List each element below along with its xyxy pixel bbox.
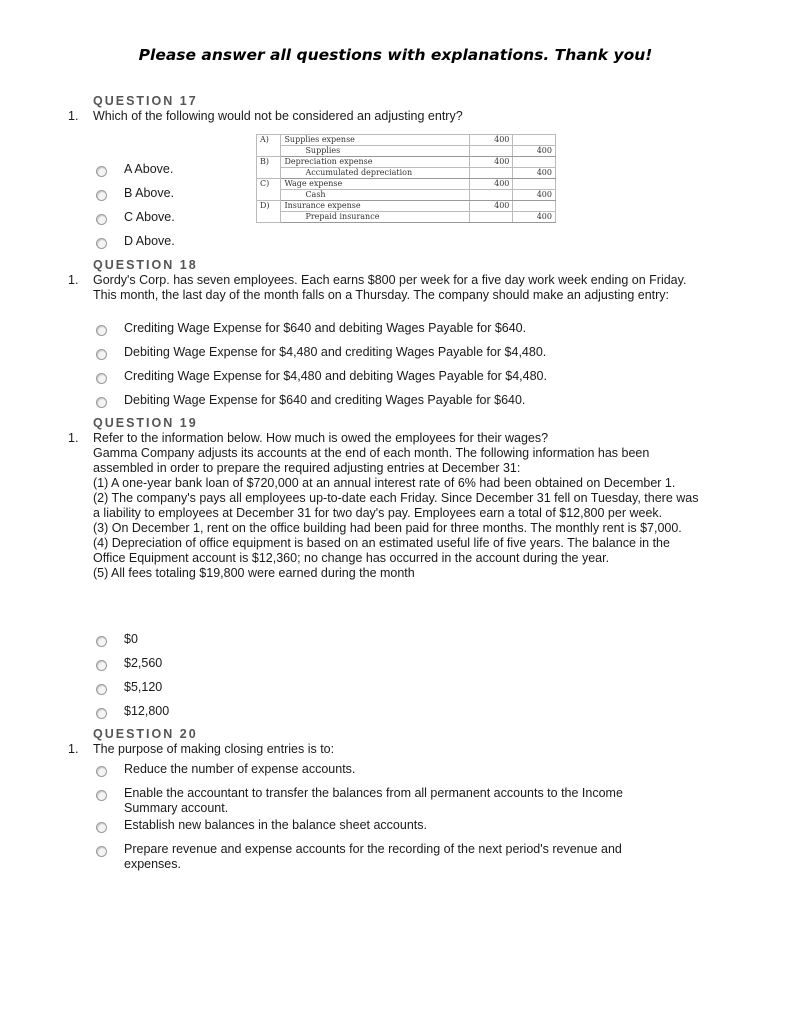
radio-button[interactable] [96,238,107,249]
credit-cell [513,201,556,212]
radio-button[interactable] [96,373,107,384]
radio-button[interactable] [96,166,107,177]
option-label: $0 [124,632,138,646]
debit-amount: 400 [469,135,513,146]
radio-button[interactable] [96,790,107,801]
debit-amount: 400 [469,201,513,212]
credit-amount: 400 [513,190,556,201]
question-19-line: (4) Depreciation of office equipment is based on an estimated useful life of five years. The balance in the Office Equipment account is $12,360; no change has occurred in the account during the year. [93,536,670,565]
option-label: B Above. [124,186,175,200]
option-label: $2,560 [124,656,163,670]
option-label: D Above. [124,234,175,248]
question-19-line: Refer to the information below. How much is owed the employees for their wages? [93,431,549,445]
credit-account: Prepaid insurance [281,212,469,223]
credit-account: Supplies [281,146,469,157]
debit-cell [469,190,513,201]
question-19-line: Gamma Company adjusts its accounts at the end of each month. The following information has been assembled in order to prepare the required adjusting entries at December 31: [93,446,650,475]
credit-account: Cash [281,190,469,201]
option-label: Reduce the number of expense accounts. [124,762,356,776]
option-label: Debiting Wage Expense for $640 and crediting Wages Payable for $640. [124,393,526,407]
credit-amount: 400 [513,212,556,223]
question-19-heading: QUESTION 19 [93,416,198,430]
debit-amount: 400 [469,179,513,190]
option-label: Debiting Wage Expense for $4,480 and crediting Wages Payable for $4,480. [124,345,547,359]
radio-button[interactable] [96,190,107,201]
question-17-number: 1. [68,109,79,123]
question-17-heading: QUESTION 17 [93,94,198,108]
radio-button[interactable] [96,660,107,671]
radio-button[interactable] [96,684,107,695]
radio-button[interactable] [96,708,107,719]
question-18-heading: QUESTION 18 [93,258,198,272]
radio-button[interactable] [96,766,107,777]
credit-account: Accumulated depreciation [281,168,469,179]
radio-button[interactable] [96,214,107,225]
radio-button[interactable] [96,349,107,360]
option-label: Prepare revenue and expense accounts for the recording of the next period's revenue and expenses. [124,842,622,871]
radio-button[interactable] [96,325,107,336]
debit-cell [469,212,513,223]
debit-account: Wage expense [281,179,469,190]
option-label: Crediting Wage Expense for $4,480 and debiting Wages Payable for $4,480. [124,369,547,383]
entry-label: D) [257,201,281,223]
question-19-text [93,431,703,581]
question-19-line: (3) On December 1, rent on the office building had been paid for three months. The monthly rent is $7,000. [93,521,682,535]
question-19-number: 1. [68,431,79,445]
radio-button[interactable] [96,822,107,833]
entry-label: A) [257,135,281,157]
credit-amount: 400 [513,146,556,157]
option-label: C Above. [124,210,175,224]
question-18-text: Gordy's Corp. has seven employees. Each earns $800 per week for a five day work week ending on Friday. This month, the last day of the month falls on a Thursday. The company should make an adjusting entry: [93,273,687,302]
option-label: Crediting Wage Expense for $640 and debiting Wages Payable for $640. [124,321,527,335]
option-label: Establish new balances in the balance sheet accounts. [124,818,427,832]
credit-cell [513,135,556,146]
option-label: $5,120 [124,680,163,694]
entry-label: C) [257,179,281,201]
journal-entries-table [256,134,556,223]
entry-label: B) [257,157,281,179]
debit-cell [469,168,513,179]
credit-cell [513,179,556,190]
question-19-line: (5) All fees totaling $19,800 were earned during the month [93,566,415,580]
credit-cell [513,157,556,168]
debit-account: Supplies expense [281,135,469,146]
credit-amount: 400 [513,168,556,179]
debit-cell [469,146,513,157]
page-title: Please answer all questions with explanations. Thank you! [138,46,653,64]
question-20-number: 1. [68,742,79,756]
debit-amount: 400 [469,157,513,168]
option-label: A Above. [124,162,174,176]
radio-button[interactable] [96,846,107,857]
radio-button[interactable] [96,636,107,647]
option-label: Enable the accountant to transfer the balances from all permanent accounts to the Income Summary account. [124,786,623,815]
question-19-line: (2) The company's pays all employees up-to-date each Friday. Since December 31 fell on Tuesday, there was a liability to employees at December 31 for two day's pay. Employees earn a total of $12,800 per week. [93,491,699,520]
option-label: $12,800 [124,704,170,718]
debit-account: Depreciation expense [281,157,469,168]
question-20-text: The purpose of making closing entries is to: [93,742,335,756]
question-20-heading: QUESTION 20 [93,727,198,741]
question-17-text: Which of the following would not be considered an adjusting entry? [93,109,463,123]
radio-button[interactable] [96,397,107,408]
debit-account: Insurance expense [281,201,469,212]
question-19-line: (1) A one-year bank loan of $720,000 at an annual interest rate of 6% had been obtained on December 1. [93,476,676,490]
question-18-number: 1. [68,273,79,287]
